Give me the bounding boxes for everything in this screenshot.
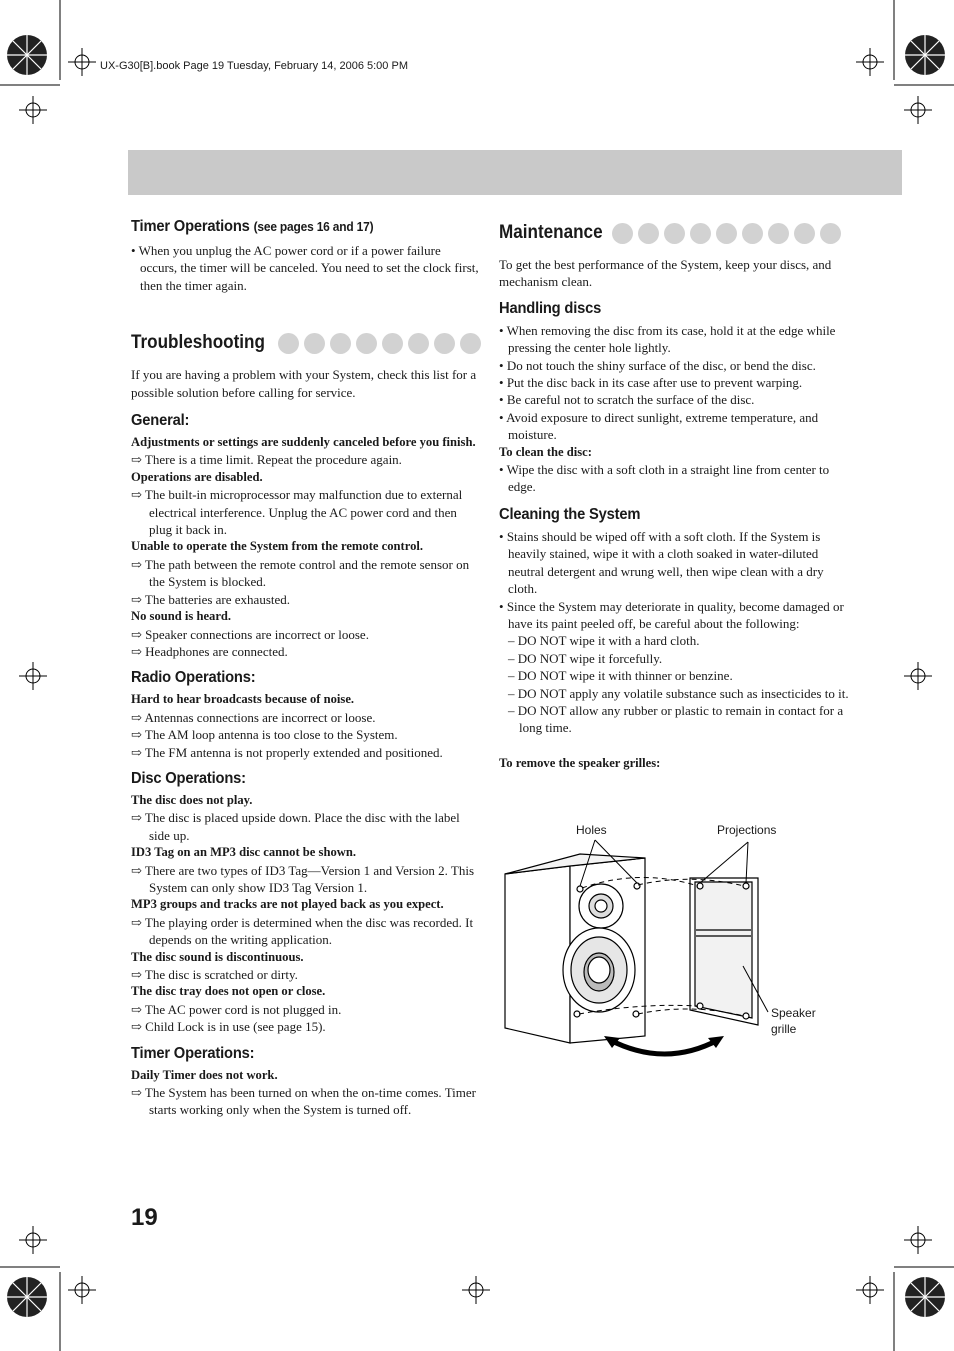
timer-operations-heading xyxy=(131,218,453,236)
handling-b2: • Do not touch the shiny surface of the disc, or bend the disc. xyxy=(499,357,816,373)
disc-q1: The disc does not play. xyxy=(131,792,253,807)
projections-label: Projections xyxy=(717,823,777,837)
cleaning-b1: • Stains should be wiped off with a soft cloth. If the System is heavily stained, wipe it with a cloth soaked in water-diluted neutral detergent and wrung well, then wipe clean with a dry cloth. xyxy=(499,528,824,597)
timer-bullet: • When you unplug the AC power cord or if a power failure occurs, the timer will be canceled. You need to set the clock first, then the timer again. xyxy=(131,243,479,293)
general-q1: Adjustments or settings are suddenly canceled before you finish. xyxy=(131,435,476,450)
troubleshooting-heading xyxy=(131,332,481,354)
timer-a1: ⇨ The System has been turned on when the on-time comes. Timer starts working only when the System is turned off. xyxy=(131,1085,477,1118)
right-column xyxy=(499,222,849,772)
cleaning-d3: – DO NOT wipe it with thinner or benzine. xyxy=(508,668,733,684)
handling-b5: • Avoid exposure to direct sunlight, extreme temperature, and moisture. xyxy=(499,409,819,443)
clean-disc-label: To clean the disc: xyxy=(499,444,592,459)
timer-operations-note: (see pages 16 and 17) xyxy=(253,219,374,234)
general-a3b: ⇨ The batteries are exhausted. xyxy=(131,591,291,607)
heading-dots xyxy=(278,333,481,354)
header-band xyxy=(128,150,902,195)
disc-q2: ID3 Tag on an MP3 disc cannot be shown. xyxy=(131,845,356,860)
handling-b3: • Put the disc back in its case after use to prevent warping. xyxy=(499,375,803,391)
general-q2: Operations are disabled. xyxy=(131,469,263,484)
cleaning-d1: – DO NOT wipe it with a hard cloth. xyxy=(508,633,700,649)
speaker-grille-label-2: grille xyxy=(771,1022,797,1036)
radio-a1b: ⇨ The AM loop antenna is too close to the System. xyxy=(131,727,398,743)
troubleshooting-intro: If you are having a problem with your System, check this list for a possible solution before calling for service. xyxy=(131,367,477,400)
book-info-line: UX-G30[B].book Page 19 Tuesday, February 14, 2006 5:00 PM xyxy=(100,60,408,72)
handling-b6: • Wipe the disc with a soft cloth in a straight line from center to edge. xyxy=(499,462,830,495)
radio-heading: Radio Operations: xyxy=(131,669,256,687)
general-a2: ⇨ The built-in microprocessor may malfunction due to external electrical interference. Unplug the AC power cord and then plug it back in. xyxy=(131,487,463,538)
timer-q1: Daily Timer does not work. xyxy=(131,1067,278,1082)
remove-grilles-label: To remove the speaker grilles: xyxy=(499,755,661,770)
disc-q4: The disc sound is discontinuous. xyxy=(131,949,304,964)
general-a3a: ⇨ The path between the remote control and the remote sensor on the System is blocked. xyxy=(131,556,470,590)
disc-a3: ⇨ The playing order is determined when the disc was recorded. It depends on the writing application. xyxy=(131,914,474,948)
heading-dots xyxy=(612,223,841,244)
general-q4: No sound is heard. xyxy=(131,609,232,624)
disc-a5b: ⇨ Child Lock is in use (see page 15). xyxy=(131,1019,326,1035)
handling-b1: • When removing the disc from its case, hold it at the edge while pressing the center hole lightly. xyxy=(499,322,836,356)
page-number: 19 xyxy=(131,1204,158,1231)
general-q3: Unable to operate the System from the remote control. xyxy=(131,539,424,554)
holes-label: Holes xyxy=(576,823,607,837)
maintenance-intro: To get the best performance of the System, keep your discs, and mechanism clean. xyxy=(499,257,832,290)
cleaning-d5: – DO NOT allow any rubber or plastic to remain in contact for a long time. xyxy=(508,702,844,736)
handling-discs-heading: Handling discs xyxy=(499,299,602,317)
disc-q3: MP3 groups and tracks are not played back as you expect. xyxy=(131,897,444,912)
general-a1: ⇨ There is a time limit. Repeat the procedure again. xyxy=(131,452,402,468)
radio-a1a: ⇨ Antennas connections are incorrect or loose. xyxy=(131,709,376,725)
speaker-grille-label-1: Speaker xyxy=(771,1006,816,1020)
troubleshooting-title: Troubleshooting xyxy=(131,332,265,354)
disc-a4: ⇨ The disc is scratched or dirty. xyxy=(131,967,298,982)
cleaning-heading: Cleaning the System xyxy=(499,505,641,523)
speaker-drawing xyxy=(500,818,860,1068)
disc-q5: The disc tray does not open or close. xyxy=(131,984,326,999)
disc-a2: ⇨ There are two types of ID3 Tag—Version 1 and Version 2. This System can only show ID3 Tag Version 1. xyxy=(131,862,475,895)
general-a4b: ⇨ Headphones are connected. xyxy=(131,643,288,659)
cleaning-d4: – DO NOT apply any volatile substance such as insecticides to it. xyxy=(508,685,849,701)
maintenance-heading xyxy=(499,222,849,244)
speaker-grille-figure xyxy=(500,818,860,1068)
cleaning-d2: – DO NOT wipe it forcefully. xyxy=(508,650,663,666)
timer-operations-bottom-heading: Timer Operations: xyxy=(131,1044,255,1062)
handling-b4: • Be careful not to scratch the surface of the disc. xyxy=(499,392,755,408)
cleaning-b2: • Since the System may deteriorate in quality, become damaged or have its paint peeled off, be careful about the following: xyxy=(499,598,844,631)
left-column xyxy=(131,218,481,1119)
general-heading: General: xyxy=(131,412,190,430)
timer-operations-title: Timer Operations xyxy=(131,218,250,235)
radio-q1: Hard to hear broadcasts because of noise. xyxy=(131,692,355,707)
radio-a1c: ⇨ The FM antenna is not properly extended and positioned. xyxy=(131,744,443,760)
disc-a1: ⇨ The disc is placed upside down. Place the disc with the label side up. xyxy=(131,810,460,843)
maintenance-title: Maintenance xyxy=(499,222,603,243)
disc-heading: Disc Operations: xyxy=(131,769,246,787)
disc-a5a: ⇨ The AC power cord is not plugged in. xyxy=(131,1001,342,1017)
general-a4a: ⇨ Speaker connections are incorrect or loose. xyxy=(131,626,369,642)
